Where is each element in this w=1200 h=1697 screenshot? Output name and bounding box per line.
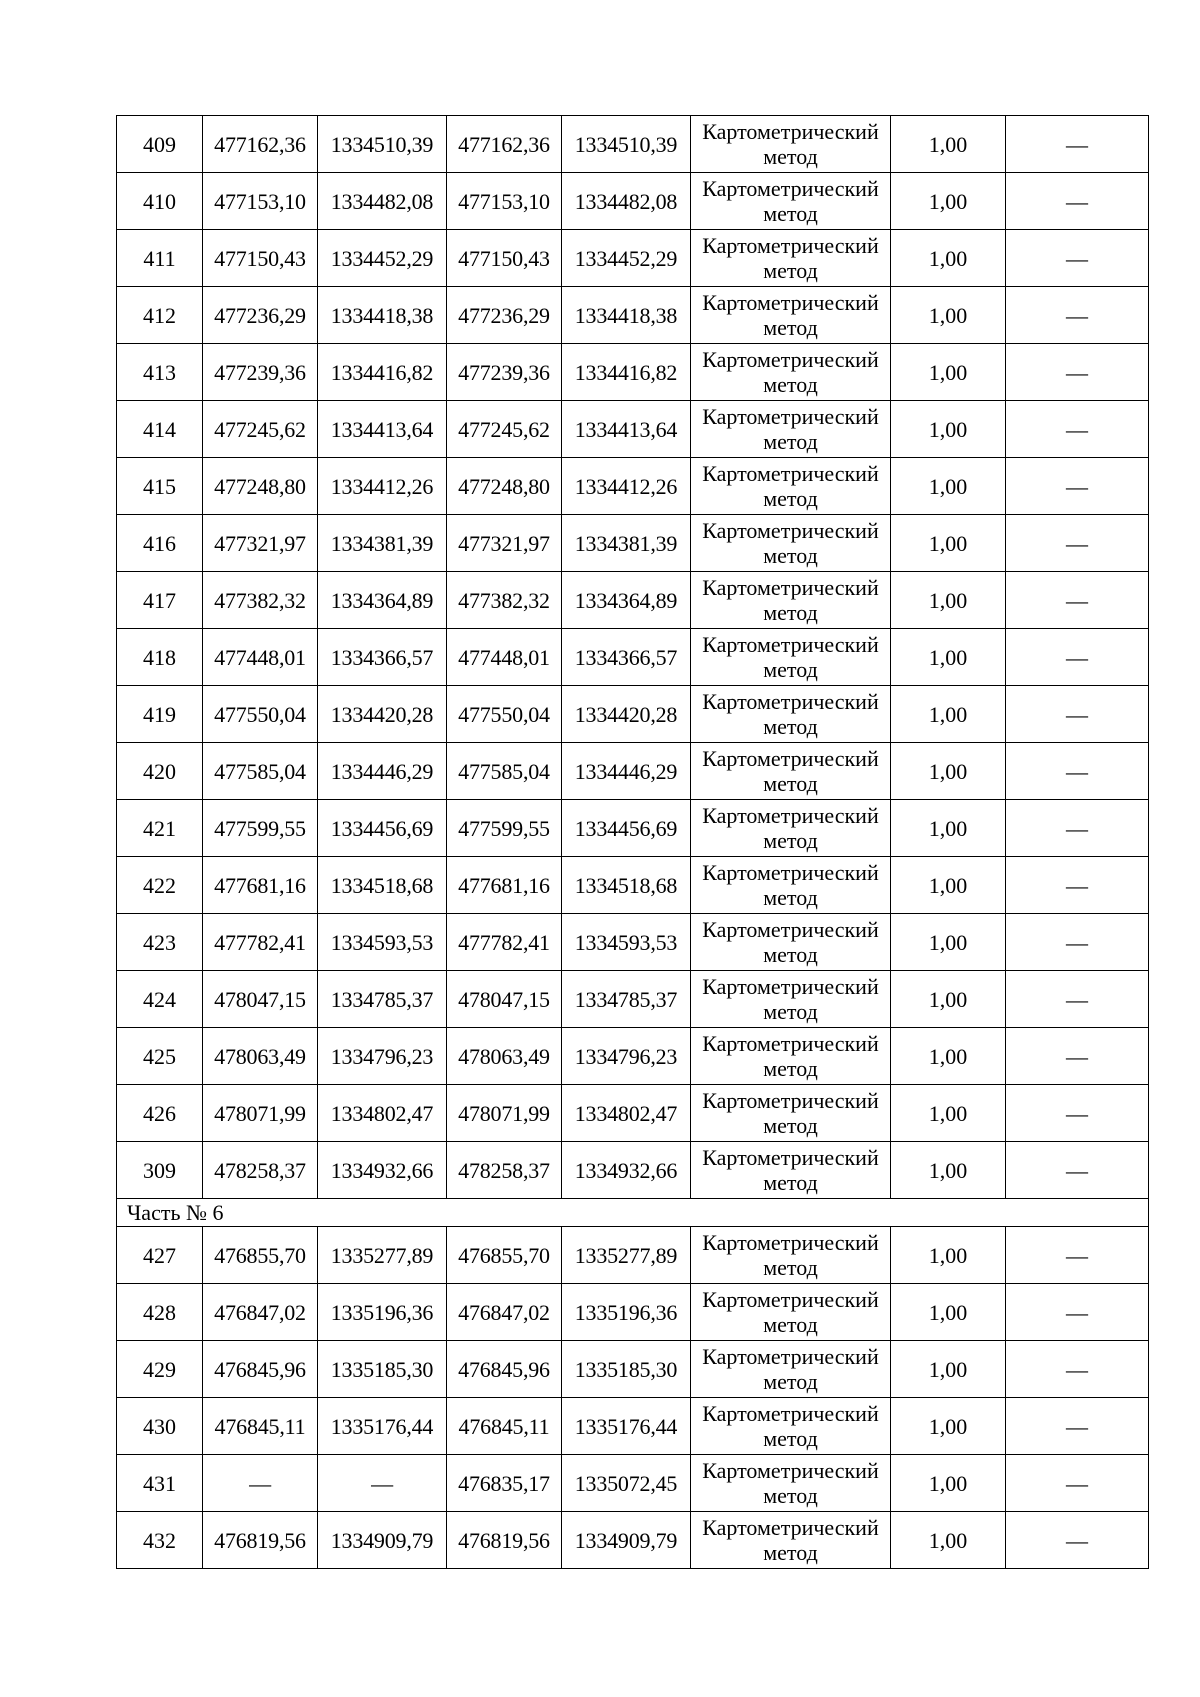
description: — bbox=[1006, 572, 1149, 629]
accuracy: 1,00 bbox=[891, 344, 1006, 401]
table-row bbox=[117, 230, 1149, 287]
method-line-2: метод bbox=[763, 543, 818, 568]
method-cell bbox=[691, 1455, 891, 1512]
y-existing: 1334412,26 bbox=[318, 458, 447, 515]
method-cell bbox=[691, 1284, 891, 1341]
method-cell bbox=[691, 116, 891, 173]
x-existing: 477239,36 bbox=[203, 344, 318, 401]
x-new: 477448,01 bbox=[447, 629, 562, 686]
method-cell bbox=[691, 230, 891, 287]
method-line-2: метод bbox=[763, 429, 818, 454]
x-existing: 477321,97 bbox=[203, 515, 318, 572]
table-row bbox=[117, 1028, 1149, 1085]
y-new: 1334518,68 bbox=[562, 857, 691, 914]
description: — bbox=[1006, 743, 1149, 800]
table-row bbox=[117, 743, 1149, 800]
x-new: 477248,80 bbox=[447, 458, 562, 515]
method-cell bbox=[691, 1341, 891, 1398]
coordinates-table-body bbox=[117, 116, 1149, 1569]
method-line-1: Картометрический bbox=[702, 974, 879, 999]
description: — bbox=[1006, 914, 1149, 971]
method-cell bbox=[691, 1398, 891, 1455]
description: — bbox=[1006, 1398, 1149, 1455]
x-new: 477245,62 bbox=[447, 401, 562, 458]
table-row bbox=[117, 1284, 1149, 1341]
method-line-1: Картометрический bbox=[702, 575, 879, 600]
section-row bbox=[117, 1199, 1149, 1227]
description: — bbox=[1006, 458, 1149, 515]
x-new: 476845,11 bbox=[447, 1398, 562, 1455]
y-existing: 1334796,23 bbox=[318, 1028, 447, 1085]
method-line-2: метод bbox=[763, 600, 818, 625]
method-line-1: Картометрический bbox=[702, 803, 879, 828]
x-existing: 476845,11 bbox=[203, 1398, 318, 1455]
x-existing: 477585,04 bbox=[203, 743, 318, 800]
point-number: 425 bbox=[117, 1028, 203, 1085]
x-new: 476845,96 bbox=[447, 1341, 562, 1398]
method-line-2: метод bbox=[763, 942, 818, 967]
method-cell bbox=[691, 458, 891, 515]
point-number: 412 bbox=[117, 287, 203, 344]
table-row bbox=[117, 1512, 1149, 1569]
point-number: 432 bbox=[117, 1512, 203, 1569]
table-row bbox=[117, 971, 1149, 1028]
y-existing: 1334446,29 bbox=[318, 743, 447, 800]
x-existing: — bbox=[203, 1455, 318, 1512]
y-new: 1335176,44 bbox=[562, 1398, 691, 1455]
y-new: 1334510,39 bbox=[562, 116, 691, 173]
accuracy: 1,00 bbox=[891, 1512, 1006, 1569]
point-number: 309 bbox=[117, 1142, 203, 1199]
accuracy: 1,00 bbox=[891, 401, 1006, 458]
accuracy: 1,00 bbox=[891, 914, 1006, 971]
method-line-2: метод bbox=[763, 1170, 818, 1195]
method-line-1: Картометрический bbox=[702, 233, 879, 258]
description: — bbox=[1006, 1512, 1149, 1569]
method-line-2: метод bbox=[763, 315, 818, 340]
method-line-2: метод bbox=[763, 1426, 818, 1451]
accuracy: 1,00 bbox=[891, 743, 1006, 800]
method-cell bbox=[691, 971, 891, 1028]
method-line-2: метод bbox=[763, 1255, 818, 1280]
x-new: 477382,32 bbox=[447, 572, 562, 629]
method-cell bbox=[691, 1512, 891, 1569]
y-new: 1335196,36 bbox=[562, 1284, 691, 1341]
x-new: 477162,36 bbox=[447, 116, 562, 173]
description: — bbox=[1006, 1455, 1149, 1512]
description: — bbox=[1006, 1142, 1149, 1199]
table-row bbox=[117, 1227, 1149, 1284]
description: — bbox=[1006, 344, 1149, 401]
method-line-1: Картометрический bbox=[702, 461, 879, 486]
y-existing: 1335196,36 bbox=[318, 1284, 447, 1341]
description: — bbox=[1006, 116, 1149, 173]
y-new: 1334420,28 bbox=[562, 686, 691, 743]
method-line-1: Картометрический bbox=[702, 347, 879, 372]
y-new: 1335185,30 bbox=[562, 1341, 691, 1398]
method-line-1: Картометрический bbox=[702, 176, 879, 201]
accuracy: 1,00 bbox=[891, 1341, 1006, 1398]
point-number: 418 bbox=[117, 629, 203, 686]
x-new: 477153,10 bbox=[447, 173, 562, 230]
y-new: 1334413,64 bbox=[562, 401, 691, 458]
point-number: 427 bbox=[117, 1227, 203, 1284]
accuracy: 1,00 bbox=[891, 458, 1006, 515]
table-row bbox=[117, 401, 1149, 458]
point-number: 428 bbox=[117, 1284, 203, 1341]
method-cell bbox=[691, 515, 891, 572]
x-new: 476835,17 bbox=[447, 1455, 562, 1512]
point-number: 429 bbox=[117, 1341, 203, 1398]
method-line-1: Картометрический bbox=[702, 1401, 879, 1426]
y-new: 1334381,39 bbox=[562, 515, 691, 572]
method-line-2: метод bbox=[763, 144, 818, 169]
method-line-1: Картометрический bbox=[702, 746, 879, 771]
method-line-1: Картометрический bbox=[702, 632, 879, 657]
x-existing: 477248,80 bbox=[203, 458, 318, 515]
table-row bbox=[117, 857, 1149, 914]
x-existing: 477162,36 bbox=[203, 116, 318, 173]
method-line-2: метод bbox=[763, 1056, 818, 1081]
description: — bbox=[1006, 1028, 1149, 1085]
accuracy: 1,00 bbox=[891, 1398, 1006, 1455]
method-cell bbox=[691, 1142, 891, 1199]
accuracy: 1,00 bbox=[891, 173, 1006, 230]
x-existing: 478063,49 bbox=[203, 1028, 318, 1085]
method-cell bbox=[691, 173, 891, 230]
description: — bbox=[1006, 173, 1149, 230]
table-row bbox=[117, 515, 1149, 572]
method-line-2: метод bbox=[763, 999, 818, 1024]
x-new: 478063,49 bbox=[447, 1028, 562, 1085]
x-new: 477150,43 bbox=[447, 230, 562, 287]
method-cell bbox=[691, 1227, 891, 1284]
x-new: 477550,04 bbox=[447, 686, 562, 743]
point-number: 410 bbox=[117, 173, 203, 230]
y-new: 1335072,45 bbox=[562, 1455, 691, 1512]
accuracy: 1,00 bbox=[891, 1284, 1006, 1341]
y-existing: 1335176,44 bbox=[318, 1398, 447, 1455]
table-row bbox=[117, 629, 1149, 686]
point-number: 420 bbox=[117, 743, 203, 800]
method-line-1: Картометрический bbox=[702, 290, 879, 315]
accuracy: 1,00 bbox=[891, 1455, 1006, 1512]
y-new: 1334909,79 bbox=[562, 1512, 691, 1569]
method-line-1: Картометрический bbox=[702, 518, 879, 543]
method-line-2: метод bbox=[763, 885, 818, 910]
table-row bbox=[117, 1142, 1149, 1199]
accuracy: 1,00 bbox=[891, 1142, 1006, 1199]
method-line-1: Картометрический bbox=[702, 1031, 879, 1056]
method-cell bbox=[691, 914, 891, 971]
description: — bbox=[1006, 1284, 1149, 1341]
description: — bbox=[1006, 629, 1149, 686]
x-existing: 478047,15 bbox=[203, 971, 318, 1028]
x-existing: 477150,43 bbox=[203, 230, 318, 287]
y-existing: 1334802,47 bbox=[318, 1085, 447, 1142]
x-new: 477681,16 bbox=[447, 857, 562, 914]
x-new: 477782,41 bbox=[447, 914, 562, 971]
y-existing: 1334518,68 bbox=[318, 857, 447, 914]
x-existing: 477245,62 bbox=[203, 401, 318, 458]
accuracy: 1,00 bbox=[891, 857, 1006, 914]
table-row bbox=[117, 1085, 1149, 1142]
point-number: 415 bbox=[117, 458, 203, 515]
x-existing: 476855,70 bbox=[203, 1227, 318, 1284]
point-number: 426 bbox=[117, 1085, 203, 1142]
x-existing: 476847,02 bbox=[203, 1284, 318, 1341]
table-row bbox=[117, 1341, 1149, 1398]
x-new: 478047,15 bbox=[447, 971, 562, 1028]
method-line-2: метод bbox=[763, 1483, 818, 1508]
y-existing: 1334420,28 bbox=[318, 686, 447, 743]
y-new: 1334366,57 bbox=[562, 629, 691, 686]
table-row bbox=[117, 686, 1149, 743]
y-existing: 1334452,29 bbox=[318, 230, 447, 287]
y-new: 1334452,29 bbox=[562, 230, 691, 287]
x-new: 477585,04 bbox=[447, 743, 562, 800]
method-cell bbox=[691, 743, 891, 800]
x-new: 477599,55 bbox=[447, 800, 562, 857]
table-row bbox=[117, 116, 1149, 173]
method-line-1: Картометрический bbox=[702, 860, 879, 885]
accuracy: 1,00 bbox=[891, 230, 1006, 287]
y-new: 1334418,38 bbox=[562, 287, 691, 344]
table-row bbox=[117, 458, 1149, 515]
point-number: 431 bbox=[117, 1455, 203, 1512]
method-cell bbox=[691, 800, 891, 857]
y-new: 1334932,66 bbox=[562, 1142, 691, 1199]
method-line-1: Картометрический bbox=[702, 1230, 879, 1255]
point-number: 417 bbox=[117, 572, 203, 629]
point-number: 413 bbox=[117, 344, 203, 401]
method-cell bbox=[691, 287, 891, 344]
description: — bbox=[1006, 401, 1149, 458]
accuracy: 1,00 bbox=[891, 1227, 1006, 1284]
x-existing: 476845,96 bbox=[203, 1341, 318, 1398]
x-existing: 477599,55 bbox=[203, 800, 318, 857]
accuracy: 1,00 bbox=[891, 572, 1006, 629]
method-cell bbox=[691, 629, 891, 686]
method-line-1: Картометрический bbox=[702, 1344, 879, 1369]
description: — bbox=[1006, 230, 1149, 287]
y-existing: — bbox=[318, 1455, 447, 1512]
accuracy: 1,00 bbox=[891, 686, 1006, 743]
point-number: 422 bbox=[117, 857, 203, 914]
table-row bbox=[117, 173, 1149, 230]
accuracy: 1,00 bbox=[891, 1085, 1006, 1142]
x-new: 477236,29 bbox=[447, 287, 562, 344]
y-new: 1334785,37 bbox=[562, 971, 691, 1028]
y-existing: 1334366,57 bbox=[318, 629, 447, 686]
method-line-2: метод bbox=[763, 1369, 818, 1394]
description: — bbox=[1006, 1227, 1149, 1284]
method-line-2: метод bbox=[763, 828, 818, 853]
x-existing: 477550,04 bbox=[203, 686, 318, 743]
accuracy: 1,00 bbox=[891, 800, 1006, 857]
x-new: 477321,97 bbox=[447, 515, 562, 572]
method-line-1: Картометрический bbox=[702, 1287, 879, 1312]
x-new: 476847,02 bbox=[447, 1284, 562, 1341]
method-line-1: Картометрический bbox=[702, 1515, 879, 1540]
table-row bbox=[117, 914, 1149, 971]
method-line-2: метод bbox=[763, 201, 818, 226]
description: — bbox=[1006, 971, 1149, 1028]
point-number: 409 bbox=[117, 116, 203, 173]
description: — bbox=[1006, 1085, 1149, 1142]
method-cell bbox=[691, 1028, 891, 1085]
table-row bbox=[117, 1398, 1149, 1455]
method-cell bbox=[691, 857, 891, 914]
method-cell bbox=[691, 1085, 891, 1142]
table-row bbox=[117, 1455, 1149, 1512]
method-line-2: метод bbox=[763, 714, 818, 739]
y-new: 1334456,69 bbox=[562, 800, 691, 857]
x-existing: 477382,32 bbox=[203, 572, 318, 629]
point-number: 421 bbox=[117, 800, 203, 857]
y-existing: 1334456,69 bbox=[318, 800, 447, 857]
y-existing: 1334482,08 bbox=[318, 173, 447, 230]
method-cell bbox=[691, 344, 891, 401]
y-new: 1334412,26 bbox=[562, 458, 691, 515]
y-existing: 1334413,64 bbox=[318, 401, 447, 458]
table-row bbox=[117, 572, 1149, 629]
x-new: 476819,56 bbox=[447, 1512, 562, 1569]
method-line-2: метод bbox=[763, 1540, 818, 1565]
method-line-1: Картометрический bbox=[702, 689, 879, 714]
x-new: 477239,36 bbox=[447, 344, 562, 401]
accuracy: 1,00 bbox=[891, 629, 1006, 686]
description: — bbox=[1006, 515, 1149, 572]
point-number: 416 bbox=[117, 515, 203, 572]
method-cell bbox=[691, 686, 891, 743]
x-new: 478071,99 bbox=[447, 1085, 562, 1142]
point-number: 424 bbox=[117, 971, 203, 1028]
y-existing: 1334364,89 bbox=[318, 572, 447, 629]
y-existing: 1334381,39 bbox=[318, 515, 447, 572]
y-existing: 1334418,38 bbox=[318, 287, 447, 344]
y-existing: 1335185,30 bbox=[318, 1341, 447, 1398]
y-existing: 1334932,66 bbox=[318, 1142, 447, 1199]
y-existing: 1334785,37 bbox=[318, 971, 447, 1028]
accuracy: 1,00 bbox=[891, 1028, 1006, 1085]
description: — bbox=[1006, 686, 1149, 743]
method-line-1: Картометрический bbox=[702, 119, 879, 144]
method-line-1: Картометрический bbox=[702, 1145, 879, 1170]
table-row bbox=[117, 287, 1149, 344]
method-line-2: метод bbox=[763, 258, 818, 283]
method-line-2: метод bbox=[763, 1312, 818, 1337]
accuracy: 1,00 bbox=[891, 515, 1006, 572]
accuracy: 1,00 bbox=[891, 116, 1006, 173]
description: — bbox=[1006, 857, 1149, 914]
accuracy: 1,00 bbox=[891, 287, 1006, 344]
description: — bbox=[1006, 1341, 1149, 1398]
x-existing: 478258,37 bbox=[203, 1142, 318, 1199]
accuracy: 1,00 bbox=[891, 971, 1006, 1028]
method-line-1: Картометрический bbox=[702, 917, 879, 942]
x-existing: 477153,10 bbox=[203, 173, 318, 230]
point-number: 423 bbox=[117, 914, 203, 971]
y-existing: 1334909,79 bbox=[318, 1512, 447, 1569]
method-line-2: метод bbox=[763, 771, 818, 796]
y-new: 1334593,53 bbox=[562, 914, 691, 971]
y-existing: 1335277,89 bbox=[318, 1227, 447, 1284]
section-label: Часть № 6 bbox=[117, 1199, 1149, 1227]
method-line-1: Картометрический bbox=[702, 1088, 879, 1113]
x-existing: 476819,56 bbox=[203, 1512, 318, 1569]
point-number: 414 bbox=[117, 401, 203, 458]
table-row bbox=[117, 344, 1149, 401]
y-existing: 1334416,82 bbox=[318, 344, 447, 401]
method-line-2: метод bbox=[763, 1113, 818, 1138]
y-new: 1334446,29 bbox=[562, 743, 691, 800]
y-existing: 1334593,53 bbox=[318, 914, 447, 971]
method-line-2: метод bbox=[763, 657, 818, 682]
point-number: 430 bbox=[117, 1398, 203, 1455]
method-line-2: метод bbox=[763, 486, 818, 511]
method-line-1: Картометрический bbox=[702, 404, 879, 429]
description: — bbox=[1006, 287, 1149, 344]
method-line-1: Картометрический bbox=[702, 1458, 879, 1483]
method-cell bbox=[691, 572, 891, 629]
x-existing: 477681,16 bbox=[203, 857, 318, 914]
y-new: 1335277,89 bbox=[562, 1227, 691, 1284]
table-row bbox=[117, 800, 1149, 857]
method-line-2: метод bbox=[763, 372, 818, 397]
method-cell bbox=[691, 401, 891, 458]
y-new: 1334802,47 bbox=[562, 1085, 691, 1142]
x-new: 478258,37 bbox=[447, 1142, 562, 1199]
y-existing: 1334510,39 bbox=[318, 116, 447, 173]
x-existing: 478071,99 bbox=[203, 1085, 318, 1142]
point-number: 411 bbox=[117, 230, 203, 287]
coordinates-table bbox=[116, 115, 1149, 1569]
y-new: 1334416,82 bbox=[562, 344, 691, 401]
y-new: 1334796,23 bbox=[562, 1028, 691, 1085]
x-existing: 477448,01 bbox=[203, 629, 318, 686]
description: — bbox=[1006, 800, 1149, 857]
x-new: 476855,70 bbox=[447, 1227, 562, 1284]
x-existing: 477782,41 bbox=[203, 914, 318, 971]
point-number: 419 bbox=[117, 686, 203, 743]
x-existing: 477236,29 bbox=[203, 287, 318, 344]
y-new: 1334482,08 bbox=[562, 173, 691, 230]
y-new: 1334364,89 bbox=[562, 572, 691, 629]
